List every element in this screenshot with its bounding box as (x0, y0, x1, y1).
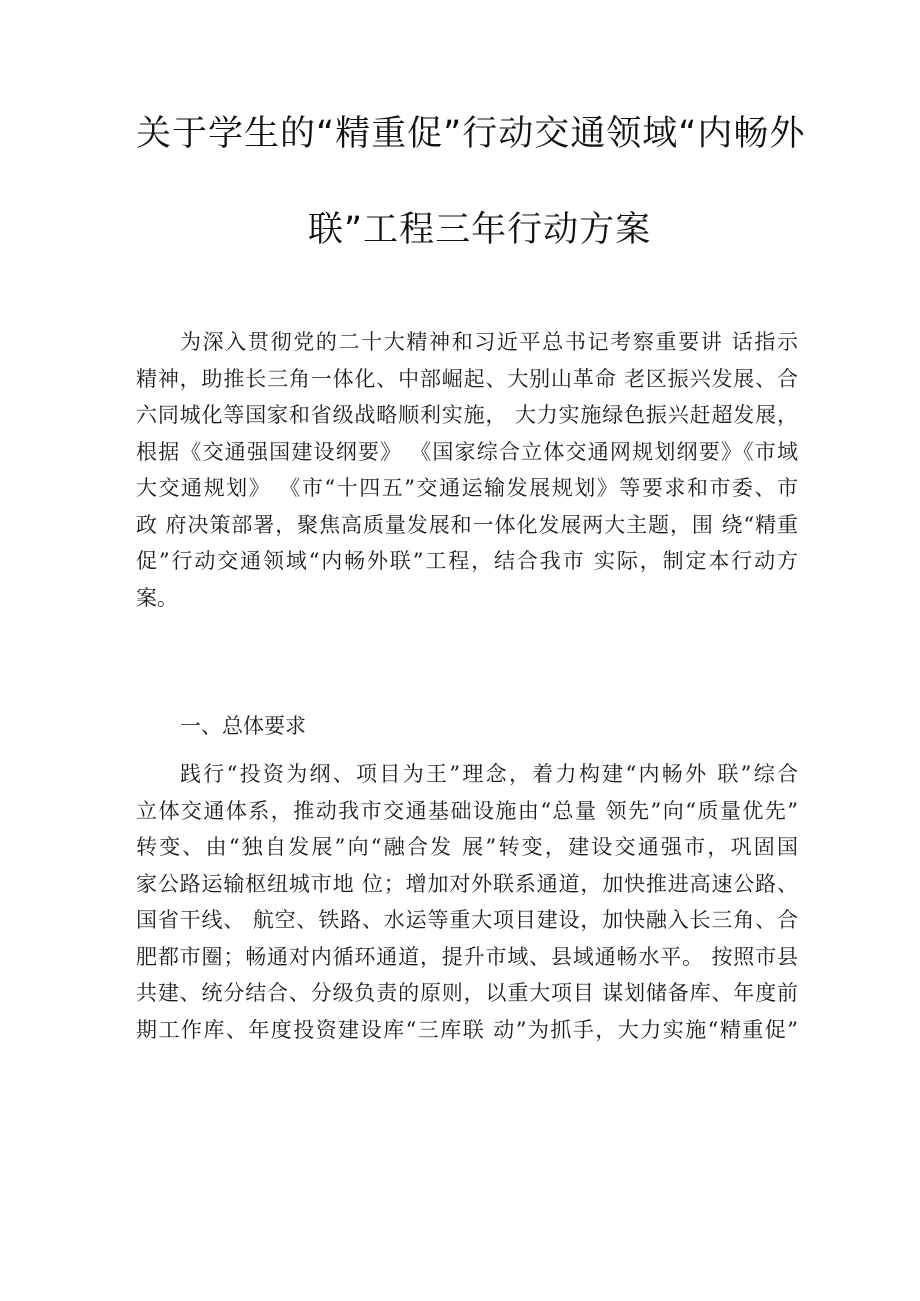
paragraph-line: 精神，助推长三角一体化、中部崛起、大别山革命 老区振兴发展、合 (136, 366, 798, 391)
paragraph-intro (136, 324, 798, 616)
paragraph-line: 肥都市圈；畅通对内循环通道，提升市域、县域通畅水平。 按照市县 (136, 944, 798, 969)
paragraph-line: 大交通规划》 《市“十四五”交通运输发展规划》等要求和市委、市 (136, 476, 798, 500)
section-heading (136, 708, 798, 745)
paragraph-requirements (136, 756, 798, 1048)
paragraph-line: 转变、由“独自发展”向“融合发 展”转变，建设交通强市，巩固国 (136, 835, 798, 859)
paragraph-line: 期工作库、年度投资建设库“三库联 动”为抓手，大力实施“精重促” (136, 1017, 798, 1042)
section-heading-text: 一、总体要求 (180, 714, 306, 738)
paragraph-line: 根据《交通强国建设纲要》 《国家综合立体交通网规划纲要》《市域 (136, 439, 798, 464)
paragraph-line: 践行“投资为纲、项目为王”理念，着力构建“内畅外 联”综合 (180, 762, 798, 786)
paragraph-line: 家公路运输枢纽城市地 位；增加对外联系通道，加快推进高速公路、 (136, 871, 798, 896)
paragraph-line: 六同城化等国家和省级战略顺利实施， 大力实施绿色振兴赶超发展， (136, 403, 798, 427)
paragraph-line: 立体交通体系，推动我市交通基础设施由“总量 领先”向“质量优先” (136, 798, 798, 823)
paragraph-line: 案。 (136, 585, 178, 610)
paragraph-line: 国省干线、 航空、铁路、水运等重大项目建设，加快融入长三角、合 (136, 908, 798, 932)
paragraph-line: 为深入贯彻党的二十大精神和习近平总书记考察重要讲 话指示 (180, 330, 798, 354)
document-title-line-1: 关于学生的“精重促”行动交通领域“内畅外 (136, 114, 806, 154)
document-title-line-2: 联”工程三年行动方案 (308, 210, 652, 250)
paragraph-line: 共建、统分结合、分级负责的原则，以重大项目 谋划储备库、年度前 (136, 981, 798, 1005)
paragraph-line: 促”行动交通领域“内畅外联”工程，结合我市 实际，制定本行动方 (136, 549, 798, 573)
paragraph-line: 政 府决策部署，聚焦高质量发展和一体化发展两大主题，围 绕“精重 (136, 512, 798, 537)
